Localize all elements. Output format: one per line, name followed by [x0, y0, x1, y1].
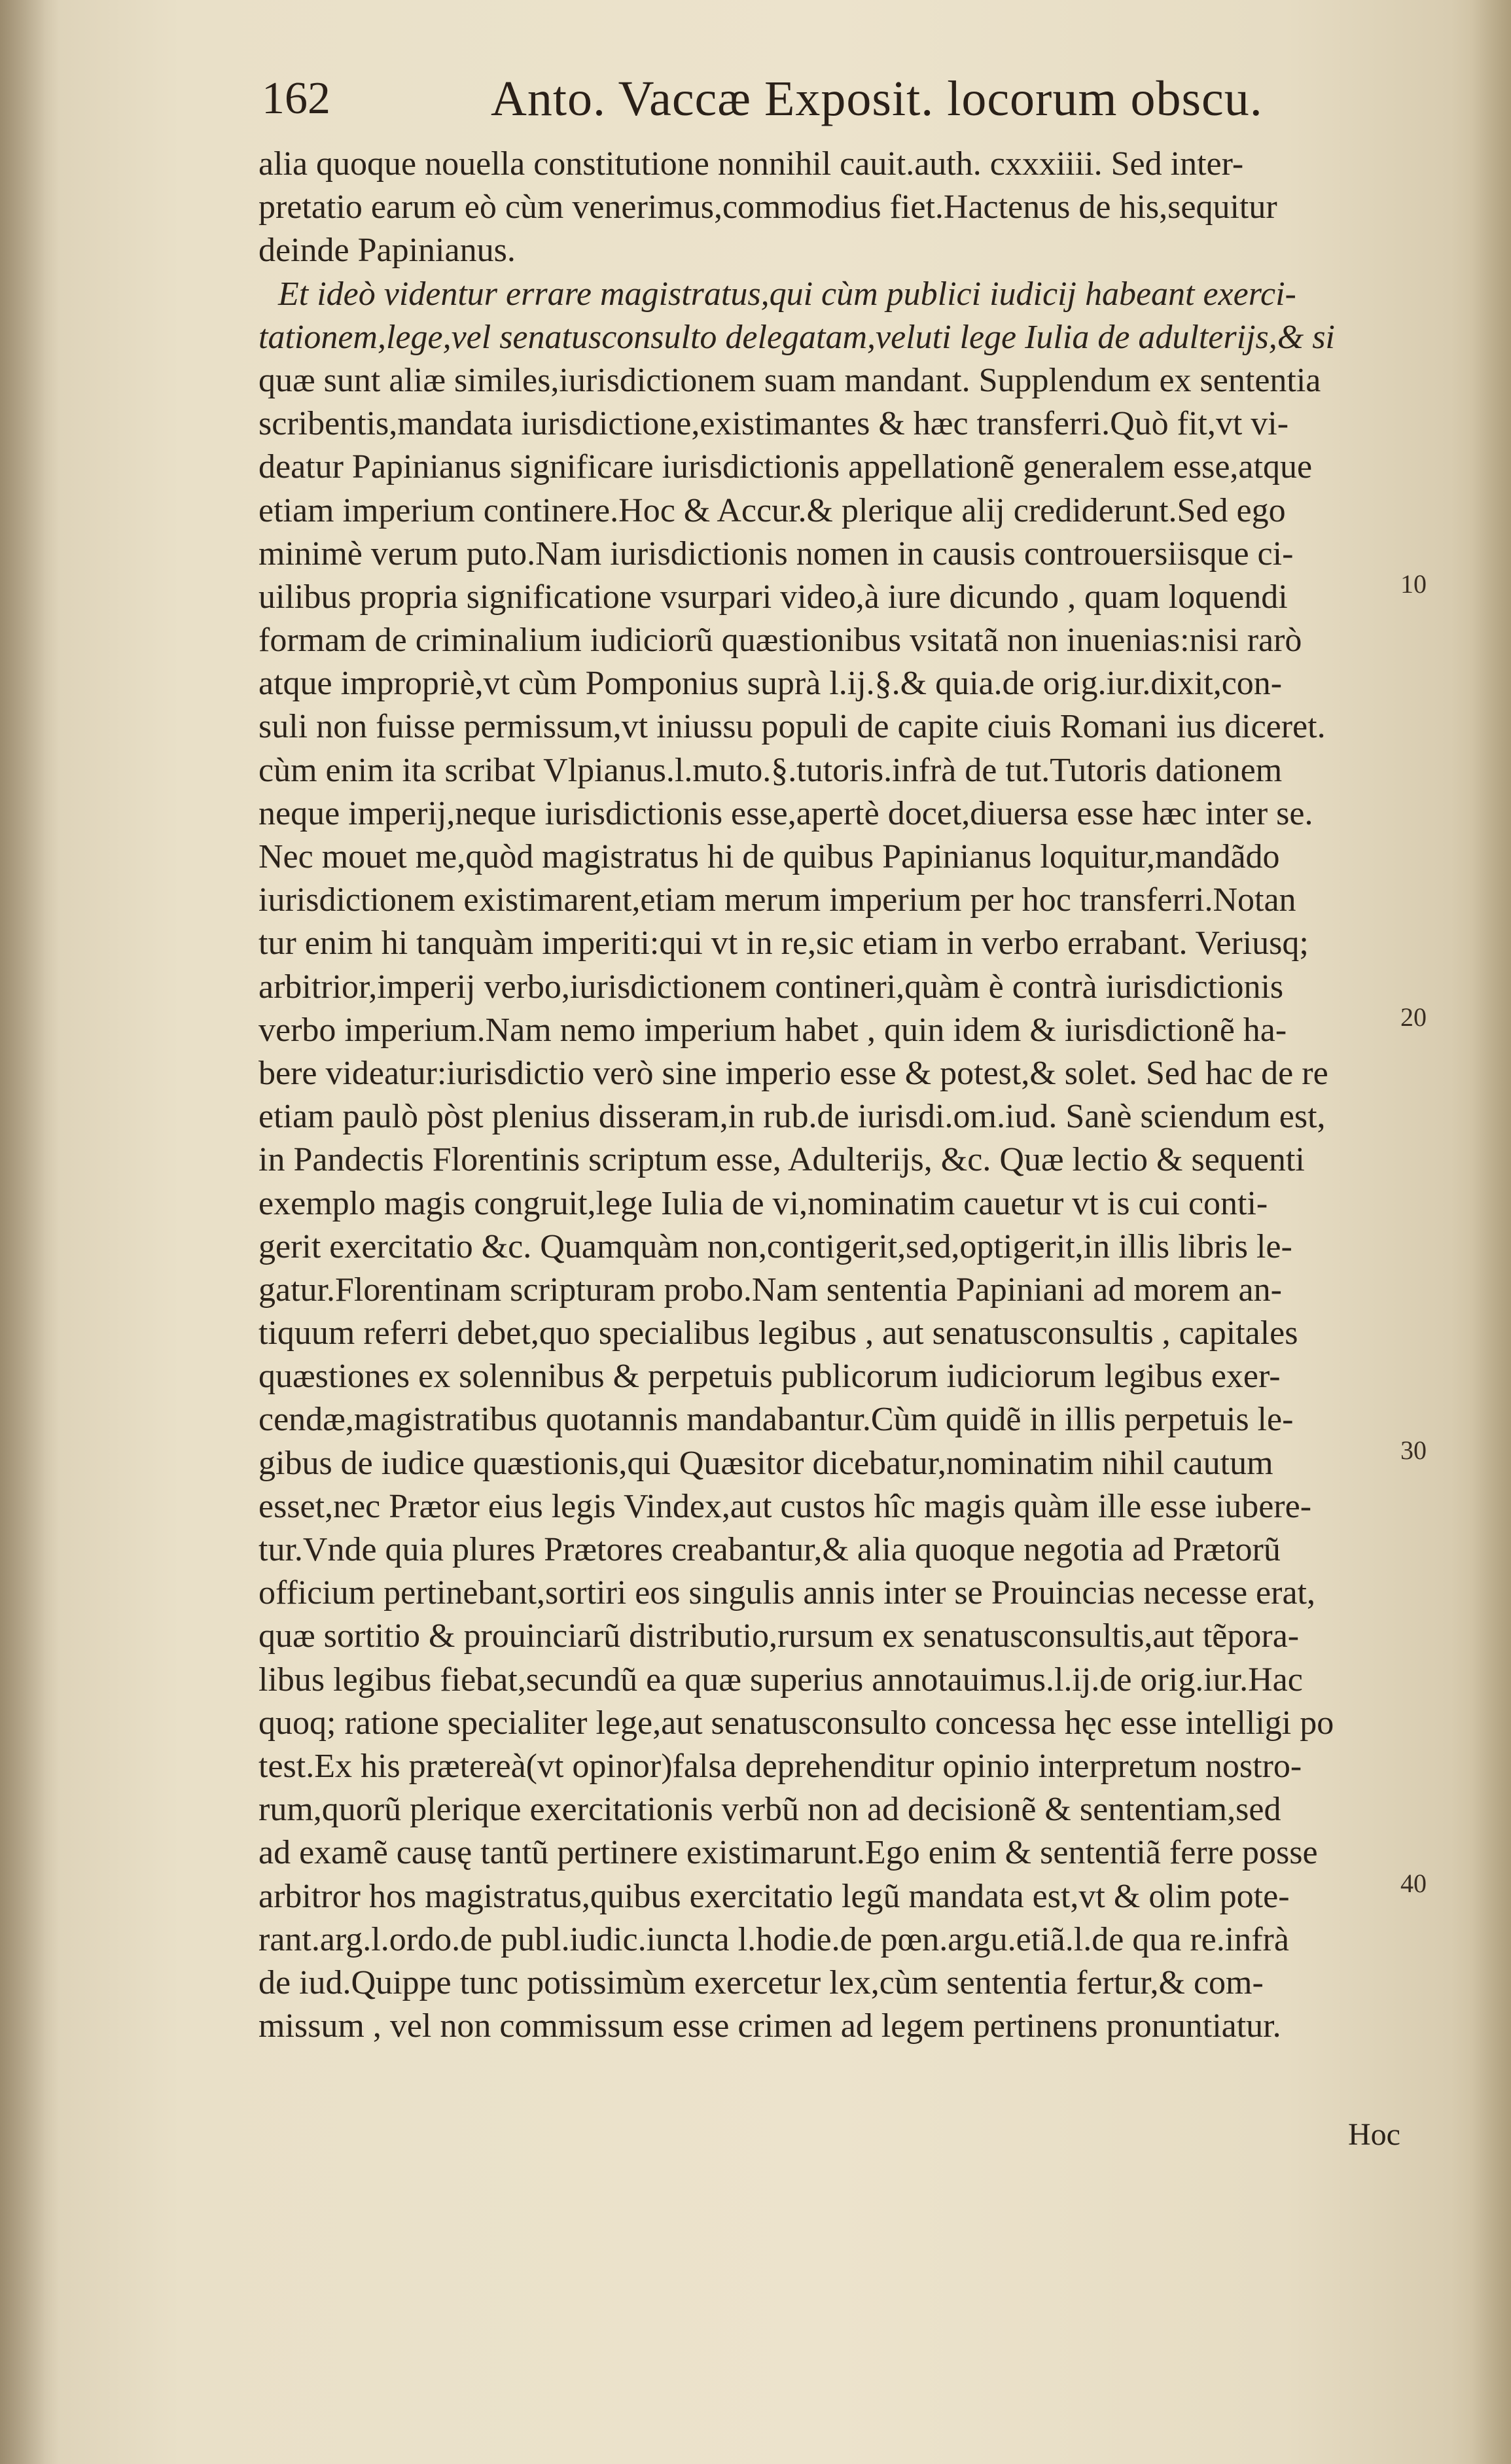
text-line: rant.arg.l.ordo.de publ.iudic.iuncta l.hodie.de pœn.argu.etiã.l.de qua re.infrà [258, 1920, 1289, 1958]
text-line: neque imperij,neque iurisdictionis esse,apertè docet,diuersa esse hæc inter se. [258, 794, 1313, 832]
text-line: cendæ,magistratibus quotannis mandabantur.Cùm quidẽ in illis perpetuis le- [258, 1401, 1294, 1439]
text-line: pretatio earum eò cùm venerimus,commodius fiet.Hactenus de his,sequitur [258, 188, 1277, 226]
text-line: tur.Vnde quia plures Prætores creabantur,& alia quoque negotia ad Prætorũ [258, 1531, 1281, 1568]
text-line: etiam imperium continere.Hoc & Accur.& plerique alij crediderunt.Sed ego [258, 491, 1286, 529]
catchword: Hoc [1348, 2117, 1400, 2152]
page-edge-shading [1472, 0, 1511, 2464]
text-line: bere videatur:iurisdictio verò sine imperio esse & potest,& solet. Sed hac de re [258, 1054, 1328, 1092]
folio-number: 162 [262, 73, 330, 124]
text-line: de iud.Quippe tunc potissimùm exercetur lex,cùm sententia fertur,& com- [258, 1963, 1264, 2001]
text-line: atque impropriè,vt cùm Pomponius suprà l.ij.§.& quia.de orig.iur.dixit,con- [258, 665, 1283, 703]
text-line: alia quoque nouella constitutione nonnihil cauit.auth. cxxxiiii. Sed inter- [258, 145, 1244, 183]
text-line: tur enim hi tanquàm imperiti:qui vt in re,sic etiam in verbo errabant. Veriusq; [258, 924, 1309, 962]
text-line: minimè verum puto.Nam iurisdictionis nomen in causis controuersiisque ci- [258, 535, 1294, 572]
text-line: missum , vel non commissum esse crimen ad legem pertinens pronuntiatur. [258, 2007, 1281, 2045]
text-line: test.Ex his prætereà(vt opinor)falsa deprehenditur opinio interpretum nostro- [258, 1747, 1302, 1785]
text-line: Nec mouet me,quòd magistratus hi de quibus Papinianus loquitur,mandãdo [258, 838, 1280, 875]
text-line: exemplo magis congruit,lege Iulia de vi,nominatim cauetur vt is cui conti- [258, 1184, 1268, 1222]
text-line: tiquum referri debet,quo specialibus legibus , aut senatusconsultis , capitales [258, 1314, 1298, 1352]
margin-number: 10 [1400, 569, 1427, 599]
margin-number: 20 [1400, 1002, 1427, 1032]
text-line: formam de criminalium iudiciorũ quæstionibus vsitatã non inuenias:nisi rarò [258, 622, 1302, 660]
margin-number: 40 [1400, 1869, 1427, 1898]
quoted-lemma-line: tationem,lege,vel senatusconsulto delegatam,veluti lege Iulia de adulterijs,& si [258, 318, 1335, 356]
text-line: quoq; ratione specialiter lege,aut senatusconsulto concessa hęc esse intelligi po [258, 1704, 1334, 1742]
text-line: in Pandectis Florentinis scriptum esse, Adulterijs, &c. Quæ lectio & sequenti [258, 1141, 1305, 1179]
text-line: rum,quorũ plerique exercitationis verbũ non ad decisionẽ & sententiam,sed [258, 1791, 1281, 1829]
text-line: libus legibus fiebat,secundũ ea quæ superius annotauimus.l.ij.de orig.iur.Hac [258, 1661, 1303, 1698]
text-line: uilibus propria significatione vsurpari video,à iure dicundo , quam loquendi [258, 578, 1288, 616]
text-line: cùm enim ita scribat Vlpianus.l.muto.§.tutoris.infrà de tut.Tutoris dationem [258, 751, 1283, 789]
text-line: deinde Papinianus. [258, 232, 516, 270]
text-line: quæ sunt aliæ similes,iurisdictionem suam mandant. Supplendum ex sententia [258, 361, 1321, 399]
text-line: iurisdictionem existimarent,etiam merum imperium per hoc transferri.Notan [258, 881, 1296, 919]
text-line: ad examẽ causę tantũ pertinere existimarunt.Ego enim & sententiã ferre posse [258, 1834, 1318, 1872]
text-line: etiam paulò pòst plenius disseram,in rub.de iurisdi.om.iud. Sanè sciendum est, [258, 1098, 1326, 1136]
text-line: arbitror hos magistratus,quibus exercitatio legũ mandata est,vt & olim pote- [258, 1877, 1290, 1915]
running-title: Anto. Vaccæ Exposit. locorum obscu. [491, 71, 1263, 126]
text-line: quæ sortitio & prouinciarũ distributio,rursum ex senatusconsultis,aut tẽpora- [258, 1617, 1300, 1655]
text-line: quæstiones ex solennibus & perpetuis publicorum iudiciorum legibus exer- [258, 1358, 1281, 1396]
text-line: esset,nec Prætor eius legis Vindex,aut custos hîc magis quàm ille esse iubere- [258, 1487, 1312, 1525]
page-header [262, 63, 1283, 135]
text-line: suli non fuisse permissum,vt iniussu populi de capite ciuis Romani ius diceret. [258, 708, 1326, 746]
margin-number: 30 [1400, 1435, 1427, 1465]
text-line: gerit exercitatio &c. Quamquàm non,contigerit,sed,optigerit,in illis libris le- [258, 1227, 1292, 1265]
text-line: scribentis,mandata iurisdictione,existimantes & hæc transferri.Quò fit,vt vi- [258, 405, 1289, 443]
text-line: officium pertinebant,sortiri eos singulis annis inter se Prouincias necesse erat, [258, 1574, 1315, 1612]
text-line: verbo imperium.Nam nemo imperium habet , quin idem & iurisdictionẽ ha- [258, 1011, 1287, 1049]
text-line: deatur Papinianus significare iurisdictionis appellationẽ generalem esse,atque [258, 448, 1313, 486]
quoted-lemma-line: Et ideò videntur errare magistratus,qui cùm publici iudicij habeant exerci- [278, 275, 1296, 313]
text-line: gibus de iudice quæstionis,qui Quæsitor dicebatur,nominatim nihil cautum [258, 1444, 1273, 1482]
gutter-shadow [0, 0, 59, 2464]
main-text-block [258, 143, 1423, 2048]
text-line: gatur.Florentinam scripturam probo.Nam sententia Papiniani ad morem an- [258, 1271, 1282, 1309]
text-line: arbitrior,imperij verbo,iurisdictionem contineri,quàm è contrà iurisdictionis [258, 968, 1284, 1006]
